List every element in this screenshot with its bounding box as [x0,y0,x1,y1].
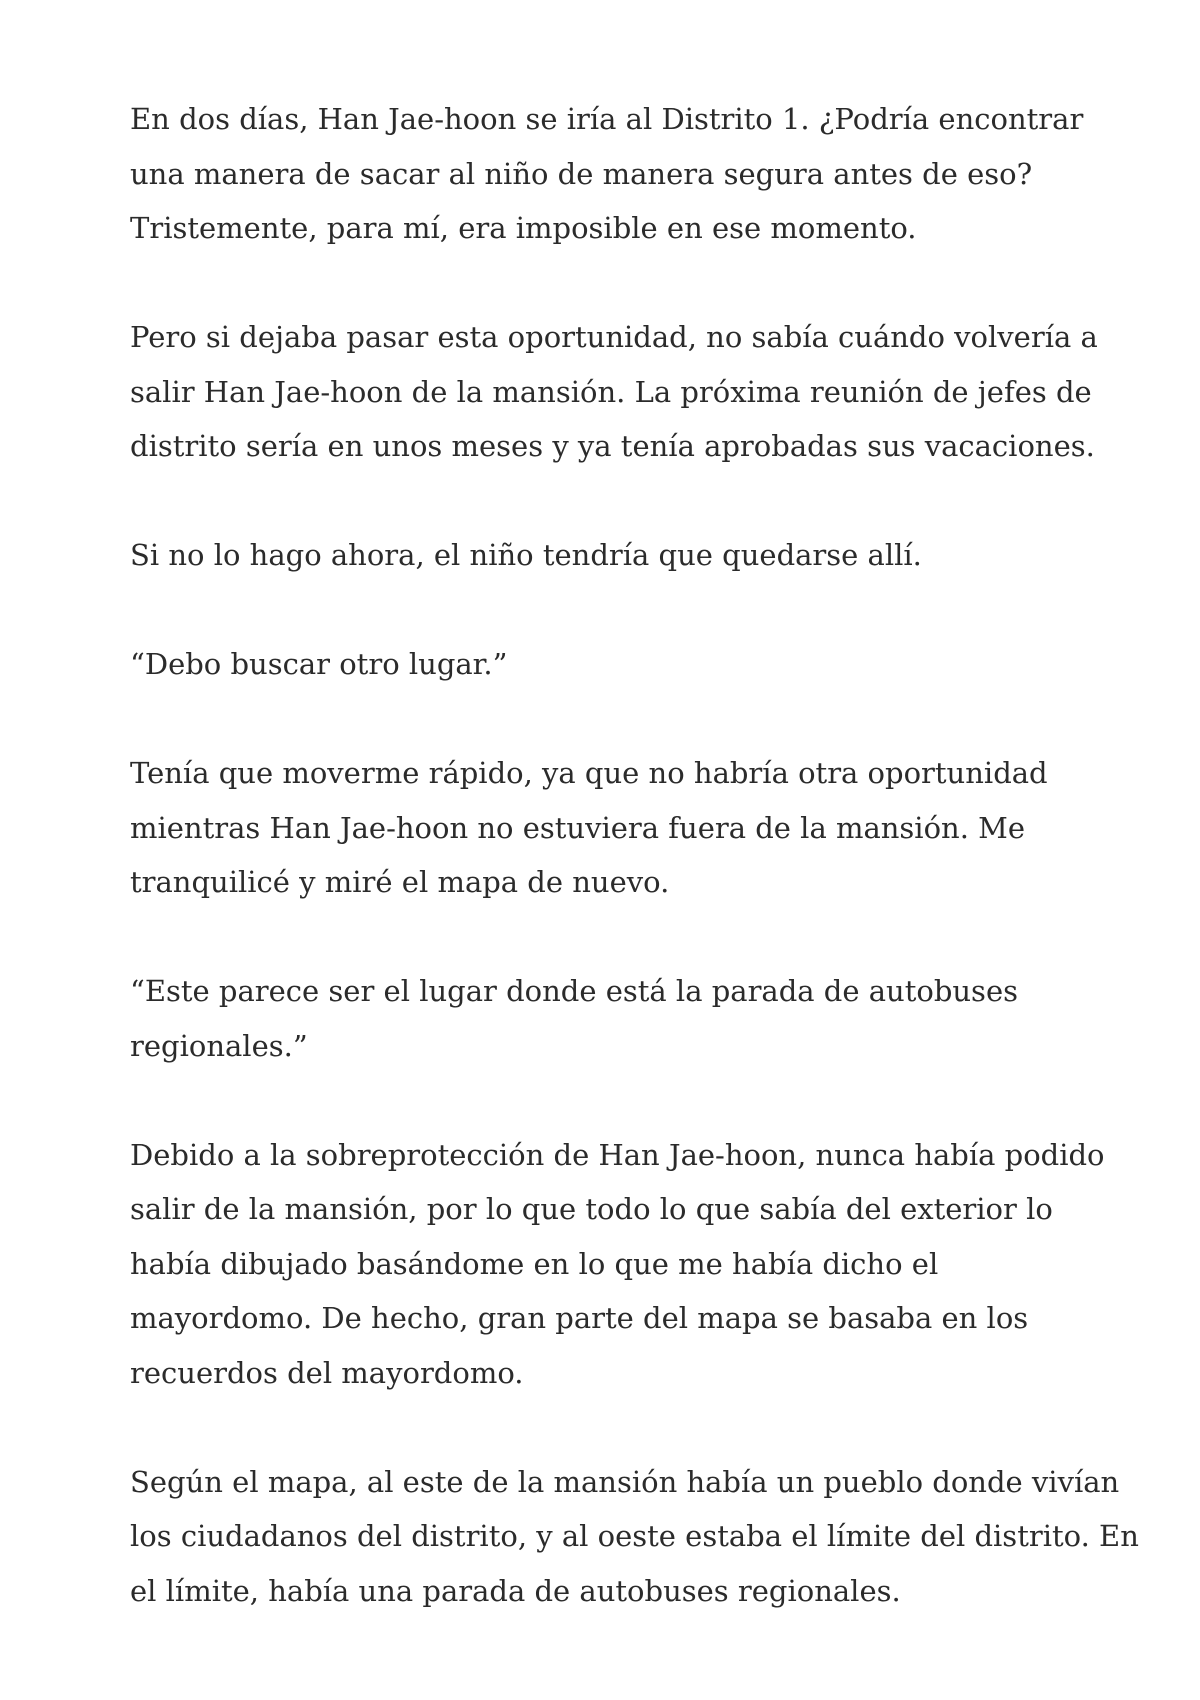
text-line: regionales.” [130,1028,308,1063]
text-line: Tenía que moverme rápido, ya que no habría otra oportunidad [130,756,1048,790]
text-line: los ciudadanos del distrito, y al oeste estaba el límite del distrito. En [130,1519,1139,1553]
text-line: “Debo buscar otro lugar.” [130,647,508,681]
text-line: había dibujado basándome en lo que me había dicho el [130,1246,939,1281]
document-body [130,92,1139,1673]
text-line: recuerdos del mayordomo. [130,1355,524,1390]
text-line: En dos días, Han Jae-hoon se iría al Distrito 1. ¿Podría encontrar [130,102,1084,136]
text-line: el límite, había una parada de autobuses regionales. [130,1573,901,1608]
text-line: distrito sería en unos meses y ya tenía aprobadas sus vacaciones. [130,429,1095,463]
paragraph-1 [130,92,1090,256]
text-line: tranquilicé y miré el mapa de nuevo. [130,865,670,899]
paragraph-2 [130,310,1098,474]
text-line: una manera de sacar al niño de manera segura antes de eso? [130,156,1033,191]
text-line: mientras Han Jae-hoon no estuviera fuera de la mansión. Me [130,810,1026,845]
paragraph-3 [130,528,1090,583]
text-line: “Este parece ser el lugar donde está la parada de autobuses [130,974,1018,1008]
text-line: Si no lo hago ahora, el niño tendría que quedarse allí. [130,538,922,572]
paragraph-5 [130,746,1090,910]
paragraph-7 [130,1128,1105,1401]
dialogue-paragraph-2 [130,964,1090,1073]
text-line: Pero si dejaba pasar esta oportunidad, no sabía cuándo volvería a [130,320,1098,354]
text-line: mayordomo. De hecho, gran parte del mapa se basaba en los [130,1301,1029,1335]
text-line: Debido a la sobreprotección de Han Jae-hoon, nunca había podido [130,1137,1105,1172]
text-line: salir de la mansión, por lo que todo lo que sabía del exterior lo [130,1192,1053,1226]
text-line: Según el mapa, al este de la mansión había un pueblo donde vivían [130,1464,1120,1499]
dialogue-paragraph-1 [130,637,1090,692]
text-line: Tristemente, para mí, era imposible en ese momento. [130,211,917,245]
text-line: salir Han Jae-hoon de la mansión. La próxima reunión de jefes de [130,374,1092,409]
paragraph-8 [130,1455,1139,1619]
